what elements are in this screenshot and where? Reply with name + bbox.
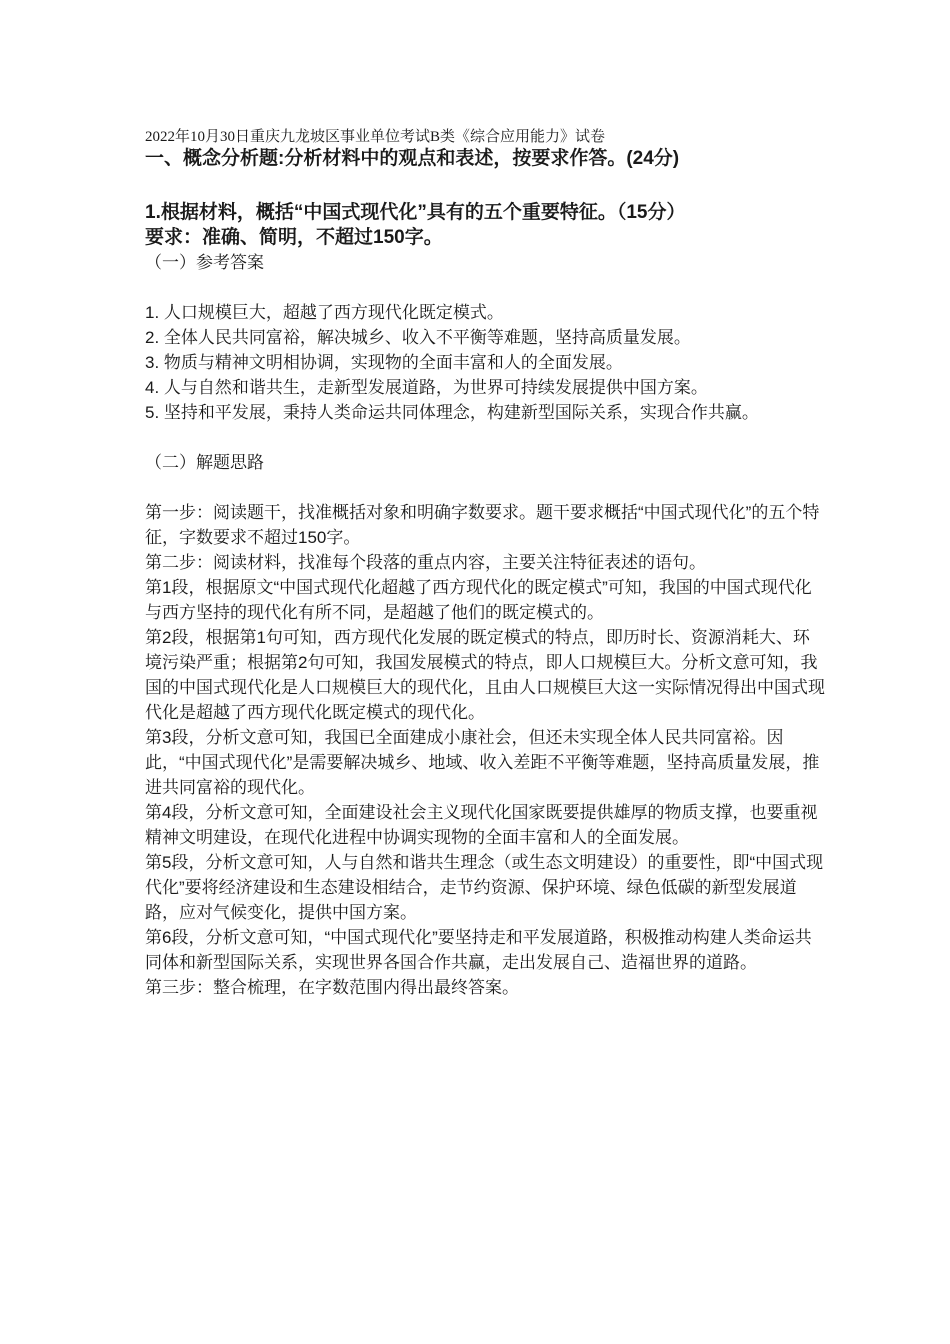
step-paragraph: 第5段，分析文意可知，人与自然和谐共生理念（或生态文明建设）的重要性，即“中国式现代化”要将经济建设和生态建设相结合，走节约资源、保护环境、绿色低碳的新型发展道路，应对气候变化，提供中国方案。 <box>145 853 824 922</box>
answer-item: 5. 坚持和平发展，秉持人类命运共同体理念，构建新型国际关系，实现合作共赢。 <box>145 403 759 422</box>
question-text: 1.根据材料，概括“中国式现代化”具有的五个重要特征。（15分） <box>145 202 686 223</box>
analysis-steps <box>145 500 825 1000</box>
answer-item: 4. 人与自然和谐共生，走新型发展道路，为世界可持续发展提供中国方案。 <box>145 378 708 397</box>
reference-answer-heading: （一）参考答案 <box>145 253 264 272</box>
step-paragraph: 第一步：阅读题干，找准概括对象和明确字数要求。题干要求概括“中国式现代化”的五个特征，字数要求不超过150字。 <box>145 503 820 547</box>
step-paragraph: 第三步：整合梳理，在字数范围内得出最终答案。 <box>145 978 519 997</box>
step-paragraph: 第二步：阅读材料，找准每个段落的重点内容，主要关注特征表述的语句。 <box>145 553 706 572</box>
document-body <box>145 128 825 1000</box>
step-paragraph: 第6段，分析文意可知，“中国式现代化”要坚持走和平发展道路，积极推动构建人类命运共同体和新型国际关系，实现世界各国合作共赢，走出发展自己、造福世界的道路。 <box>145 928 812 972</box>
answer-list <box>145 300 825 425</box>
answer-item: 3. 物质与精神文明相协调，实现物的全面丰富和人的全面发展。 <box>145 353 623 372</box>
document-title: 2022年10月30日重庆九龙坡区事业单位考试B类《综合应用能力》试卷 <box>145 129 606 145</box>
step-paragraph: 第1段，根据原文“中国式现代化超越了西方现代化的既定模式”可知，我国的中国式现代化与西方坚持的现代化有所不同，是超越了他们的既定模式的。 <box>145 578 812 622</box>
answer-item: 1. 人口规模巨大，超越了西方现代化既定模式。 <box>145 303 504 322</box>
step-paragraph: 第3段，分析文意可知，我国已全面建成小康社会，但还未实现全体人民共同富裕。因此，“中国式现代化”是需要解决城乡、地域、收入差距不平衡等难题，坚持高质量发展，推进共同富裕的现代化。 <box>145 728 820 797</box>
section-heading: 一、概念分析题:分析材料中的观点和表述，按要求作答。(24分) <box>145 148 680 169</box>
step-paragraph: 第2段，根据第1句可知，西方现代化发展的既定模式的特点，即历时长、资源消耗大、环境污染严重；根据第2句可知，我国发展模式的特点，即人口规模巨大。分析文意可知，我国的中国式现代化是人口规模巨大的现代化，且由人口规模巨大这一实际情况得出中国式现代化是超越了西方现代化既定模式的现代化。 <box>145 628 825 722</box>
answer-item: 2. 全体人民共同富裕，解决城乡、收入不平衡等难题，坚持高质量发展。 <box>145 328 691 347</box>
question-requirement: 要求：准确、简明，不超过150字。 <box>145 227 443 248</box>
analysis-heading: （二）解题思路 <box>145 453 264 472</box>
step-paragraph: 第4段，分析文意可知，全面建设社会主义现代化国家既要提供雄厚的物质支撑，也要重视精神文明建设，在现代化进程中协调实现物的全面丰富和人的全面发展。 <box>145 803 818 847</box>
